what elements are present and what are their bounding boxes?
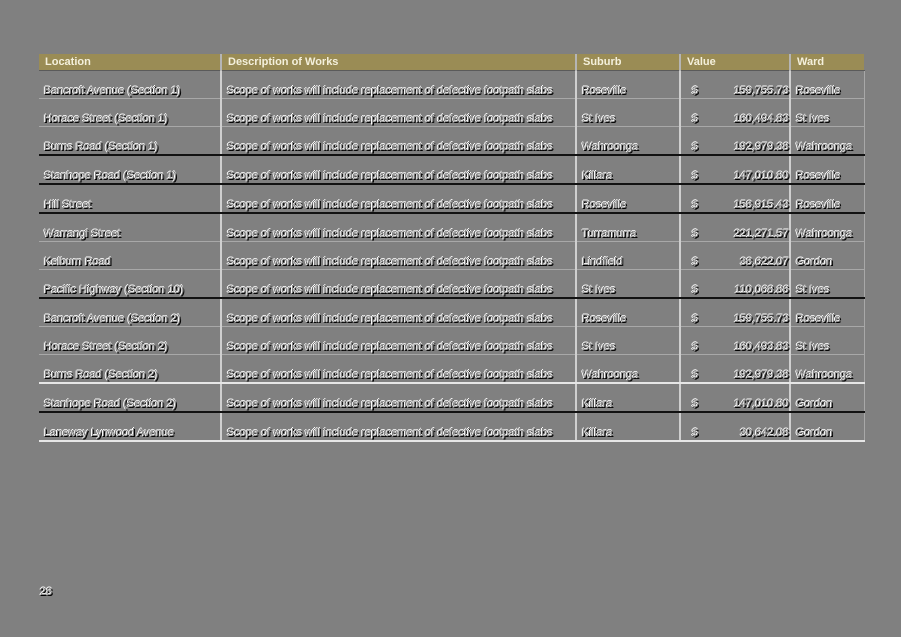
header-description: Description of Works <box>221 54 576 71</box>
cell-ward: Roseville <box>790 71 864 99</box>
value-amount: 147,010.80 <box>733 170 789 182</box>
table-row <box>39 71 864 99</box>
value-amount: 158,915.43 <box>733 199 789 211</box>
cell-location: Pacific Highway (Section 10) <box>39 270 221 299</box>
cell-suburb: Killara <box>576 383 680 412</box>
currency-symbol: $ <box>692 170 699 182</box>
currency-symbol: $ <box>692 398 699 410</box>
value-amount: 147,010.80 <box>733 398 789 410</box>
cell-suburb: Killara <box>576 412 680 441</box>
cell-ward: Roseville <box>790 155 864 184</box>
cell-suburb: St Ives <box>576 327 680 355</box>
cell-ward: Gordon <box>790 412 864 441</box>
cell-suburb: St Ives <box>576 270 680 299</box>
table-row <box>39 155 864 184</box>
cell-location: Bancroft Avenue (Section 2) <box>39 298 221 327</box>
cell-ward: Roseville <box>790 298 864 327</box>
table-row <box>39 298 864 327</box>
cell-value <box>680 270 790 299</box>
cell-location: Hill Street <box>39 184 221 213</box>
cell-ward: Gordon <box>790 383 864 412</box>
cell-value <box>680 184 790 213</box>
cell-ward: Wahroonga <box>790 355 864 384</box>
cell-value <box>680 298 790 327</box>
cell-ward: St Ives <box>790 270 864 299</box>
value-amount: 221,271.57 <box>733 228 789 240</box>
currency-symbol: $ <box>692 199 699 211</box>
cell-ward: Gordon <box>790 242 864 270</box>
header-location: Location <box>39 54 221 71</box>
cell-value <box>680 127 790 156</box>
table-row <box>39 213 864 242</box>
currency-symbol: $ <box>692 369 699 381</box>
cell-value <box>680 412 790 441</box>
table-row <box>39 242 864 270</box>
value-amount: 30,642.08 <box>740 427 789 439</box>
cell-suburb: Roseville <box>576 298 680 327</box>
cell-suburb: Killara <box>576 155 680 184</box>
currency-symbol: $ <box>692 284 699 296</box>
cell-ward: Wahroonga <box>790 213 864 242</box>
currency-symbol: $ <box>692 427 699 439</box>
value-amount: 160,493.83 <box>733 341 789 353</box>
cell-description: Scope of works will include replacement of defective footpath slabs <box>221 71 576 99</box>
cell-suburb: Wahroonga <box>576 127 680 156</box>
cell-location: Kelburn Road <box>39 242 221 270</box>
value-amount: 110,068.86 <box>734 284 789 296</box>
cell-suburb: Wahroonga <box>576 355 680 384</box>
cell-description: Scope of works will include replacement of defective footpath slabs <box>221 242 576 270</box>
header-suburb: Suburb <box>576 54 680 71</box>
table-row <box>39 383 864 412</box>
cell-suburb: Roseville <box>576 184 680 213</box>
table-row <box>39 355 864 384</box>
cell-ward: Roseville <box>790 184 864 213</box>
cell-value <box>680 155 790 184</box>
table-row <box>39 270 864 299</box>
cell-description: Scope of works will include replacement of defective footpath slabs <box>221 327 576 355</box>
cell-value <box>680 383 790 412</box>
cell-description: Scope of works will include replacement of defective footpath slabs <box>221 213 576 242</box>
cell-value <box>680 242 790 270</box>
currency-symbol: $ <box>692 141 699 153</box>
cell-location: Laneway Lynwood Avenue <box>39 412 221 441</box>
cell-value <box>680 327 790 355</box>
cell-description: Scope of works will include replacement of defective footpath slabs <box>221 184 576 213</box>
cell-ward: St Ives <box>790 99 864 127</box>
value-amount: 159,755.73 <box>733 313 789 325</box>
table-row <box>39 127 864 156</box>
cell-value <box>680 213 790 242</box>
cell-location: Warrangi Street <box>39 213 221 242</box>
page-number: 28 <box>40 586 53 598</box>
cell-location: Stanhope Road (Section 1) <box>39 155 221 184</box>
value-amount: 159,755.73 <box>733 85 789 97</box>
currency-symbol: $ <box>692 313 699 325</box>
cell-suburb: Turramurra <box>576 213 680 242</box>
cell-value <box>680 99 790 127</box>
currency-symbol: $ <box>692 85 699 97</box>
cell-location: Horace Street (Section 2) <box>39 327 221 355</box>
cell-ward: Wahroonga <box>790 127 864 156</box>
cell-suburb: Roseville <box>576 71 680 99</box>
cell-location: Bancroft Avenue (Section 1) <box>39 71 221 99</box>
currency-symbol: $ <box>692 256 699 268</box>
header-value: Value <box>680 54 790 71</box>
cell-value <box>680 355 790 384</box>
cell-location: Burns Road (Section 2) <box>39 355 221 384</box>
cell-ward: St Ives <box>790 327 864 355</box>
table-row <box>39 412 864 441</box>
cell-description: Scope of works will include replacement of defective footpath slabs <box>221 412 576 441</box>
value-amount: 38,622.07 <box>740 256 789 268</box>
cell-suburb: Lindfield <box>576 242 680 270</box>
cell-description: Scope of works will include replacement of defective footpath slabs <box>221 383 576 412</box>
table-row <box>39 99 864 127</box>
cell-description: Scope of works will include replacement of defective footpath slabs <box>221 99 576 127</box>
value-amount: 160,494.83 <box>733 113 789 125</box>
cell-description: Scope of works will include replacement of defective footpath slabs <box>221 155 576 184</box>
header-ward: Ward <box>790 54 864 71</box>
currency-symbol: $ <box>692 113 699 125</box>
currency-symbol: $ <box>692 228 699 240</box>
value-amount: 192,979.38 <box>733 141 789 153</box>
cell-suburb: St Ives <box>576 99 680 127</box>
works-table <box>39 54 865 442</box>
cell-description: Scope of works will include replacement of defective footpath slabs <box>221 355 576 384</box>
table-header-row <box>39 54 864 71</box>
currency-symbol: $ <box>692 341 699 353</box>
cell-description: Scope of works will include replacement of defective footpath slabs <box>221 127 576 156</box>
cell-location: Horace Street (Section 1) <box>39 99 221 127</box>
cell-value <box>680 71 790 99</box>
value-amount: 192,979.38 <box>733 369 789 381</box>
cell-location: Burns Road (Section 1) <box>39 127 221 156</box>
table-row <box>39 327 864 355</box>
table-row <box>39 184 864 213</box>
cell-description: Scope of works will include replacement of defective footpath slabs <box>221 270 576 299</box>
cell-location: Stanhope Road (Section 2) <box>39 383 221 412</box>
cell-description: Scope of works will include replacement of defective footpath slabs <box>221 298 576 327</box>
